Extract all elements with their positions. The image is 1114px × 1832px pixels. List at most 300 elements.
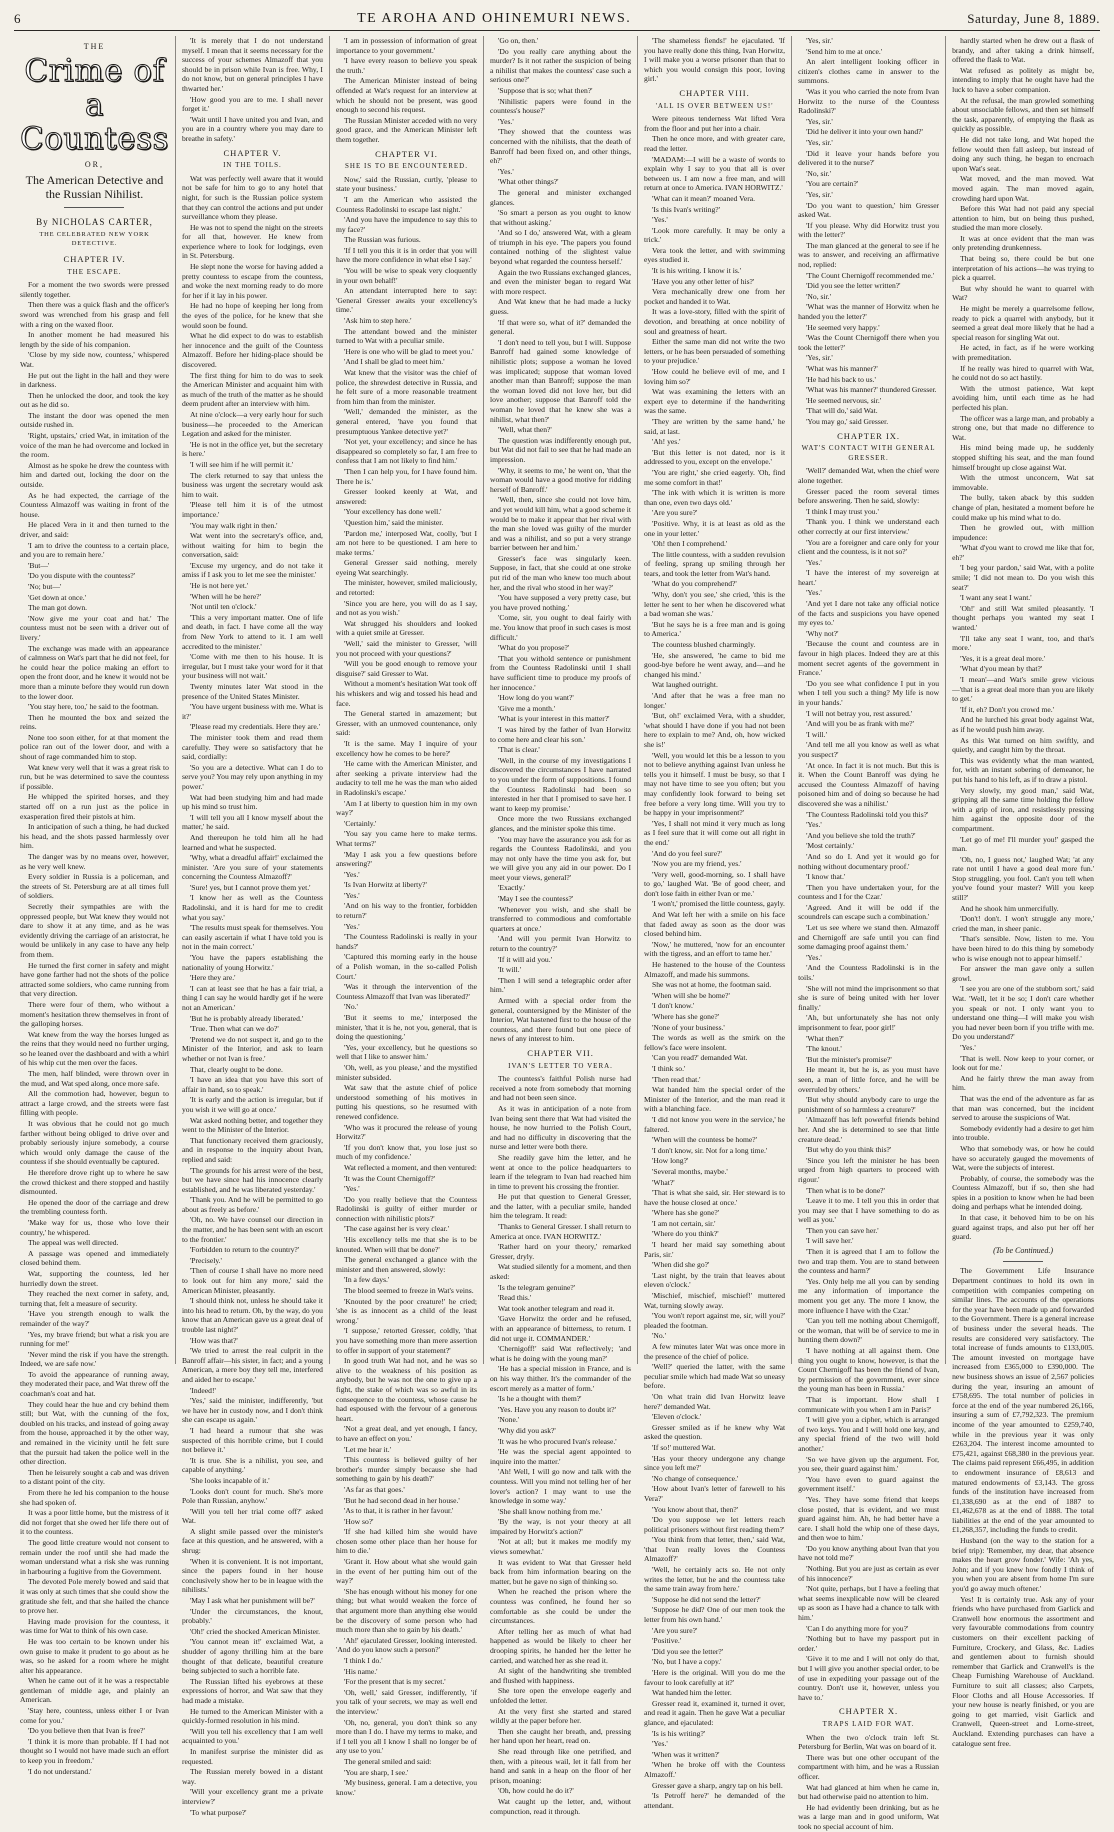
paragraph: 'Whenever you wish, and she shall be transferred to commodious and comfortable quarters at once.' <box>490 904 632 933</box>
paragraph: The question was indifferently enough put, but Wat did not fail to see that he had made an impression. <box>490 435 632 464</box>
paragraph: 'Let us see where we stand then. Almazoff and Chernigoff are safe until you can find some damaging proof against them.' <box>798 923 940 952</box>
paragraph: 'He seemed very happy.' <box>806 322 880 332</box>
paragraph: 'You are certain?' <box>806 179 859 189</box>
paragraph: 'Several months, maybe.' <box>652 1166 728 1176</box>
paragraph: 'The grounds for his arrest were of the best, but we have since had his innocence clearly established, and he was liberated yesterday.' <box>181 1165 323 1194</box>
paragraph: Having made provision for the countess, it was time for Wat to think of his own case. <box>20 1616 169 1636</box>
chapter-heading: CHAPTER VII. <box>527 1047 594 1058</box>
paragraph: 'Why, what a dreadful affair!' exclaimed the minister. 'Are you sure of your statements concerning the Countess Almazoff?' <box>181 853 323 882</box>
paragraph: Wat had been studying him and had made up his mind so trust him. <box>181 792 323 812</box>
paragraph: The men, half blinded, were thrown over in the mud, and Wat sped along, once more safe. <box>20 1069 169 1088</box>
paragraph: 'Here they are.' <box>189 973 236 983</box>
paragraph: 'Very well, good-morning, so. I shall have to go,' laughed Wat. 'Be of good cheer, and don't lose faith in either Ivan or me.' <box>644 869 786 898</box>
paragraph: 'I am the American who assisted the Countess Radolinski to escape last night.' <box>335 194 477 214</box>
paragraph: 'Are you sure?' <box>652 1625 698 1635</box>
paragraph: 'Yes.' <box>652 1739 668 1749</box>
paragraph: 'Stay here, countess, unless either I or Ivan come for you.' <box>20 1706 169 1725</box>
paragraph: 'Here is the original. Will you do me the favour to look carefully at it?' <box>644 1668 786 1687</box>
paragraph: He turned the first corner in safety and might have gone farther had not the shots of the police attracted some soldiers, who came running from that very direction. <box>20 960 169 999</box>
paragraph: 'I think it is more than probable. If I had not thought so I would not have made such an effort to keep you in freedom.' <box>20 1736 169 1766</box>
paragraph: He was too certain to be known under his own guise to make it prudent to go about as he was, so he asked for a room where he might alter his appearance. <box>20 1636 169 1675</box>
paragraph: The man got down. <box>28 603 88 613</box>
column-text <box>952 36 1094 1242</box>
paragraph: 'I think I may trust you.' <box>806 506 879 516</box>
paragraph: An attendant interrupted here to say: 'General Gresser awaits your excellency's time.' <box>335 286 477 315</box>
paragraph: In anticipation of such a thing, he had ducked his head, and the shots passed harmlessly over him. <box>20 822 169 851</box>
paragraph: 'If you please. Why did Horwitz trust you with the letter?' <box>798 220 940 240</box>
paragraph: 'He had his back to us.' <box>806 374 876 384</box>
paragraph: 'I will give you a cipher, which is arranged of two keys. You and I will hold one key, and any special friend of the two will hold another.' <box>798 1415 940 1453</box>
paragraph: 'Because the count and countess are in favour in high places. Indeed they are at this moment secret agents of the government in France.' <box>798 639 940 678</box>
paragraph: 'Yes.' <box>960 1042 976 1052</box>
paragraph: The bully, taken aback by this sudden change of plan, hesitated a moment before he could make up his mind what to do. <box>952 493 1094 522</box>
paragraph: Then he mounted the box and seized the reins. <box>20 712 169 732</box>
paragraph: The words as well as the smirk on the fellow's face were insolent. <box>644 1033 786 1052</box>
story-author: By NICHOLAS CARTER, <box>36 217 153 228</box>
paragraph: 'But—' <box>28 560 50 570</box>
paragraph: 'Excuse my urgency, and do not take it amiss if I ask you to let me see the minister.' <box>181 560 323 580</box>
paragraph: 'Ah! Well, I will go now and talk with the countess. Will you mind not telling her of her lover's action? I may want to use the knowledge in some way.' <box>490 1467 632 1506</box>
paragraph: 'Chernigoff!' said Wat reflectively; 'and what is he doing with the young man?' <box>490 1344 632 1363</box>
paragraph: 'Well, he certainly acts so. He not only writes the letter, but he and the countess take the same train away from here.' <box>644 1565 786 1594</box>
paragraph: 'To what purpose?' <box>189 1807 247 1817</box>
paragraph: Wat knew from the way the horses lunged as the reins that they would need no further urging, so he leaned over the dashboard and with a whirl of his whip cut the men over the faces. <box>20 1029 169 1068</box>
story-or: OR, <box>84 159 105 169</box>
paragraph: 'Oh!' cried the shocked American Minister. <box>189 1626 321 1636</box>
chapter-heading: CHAPTER X. <box>839 1706 899 1717</box>
paragraph: 'Am I at liberty to question him in my own way?' <box>335 798 477 818</box>
paragraph: 'Go on, then.' <box>498 36 539 45</box>
paragraph: 'What then?' <box>806 1033 844 1043</box>
paragraph: 'I see you are one of the stubborn sort,' said Wat. 'Well, let it be so; I don't care whether you speak or not. I only want you to understand one thing—I will make you wish you had never been born if you trifle with me. Do you understand?' <box>952 984 1094 1042</box>
paragraph: 'Oh, how could he do it?' <box>498 1786 574 1796</box>
paragraph: 'I have an idea that you have this sort of affair in hand, so to speak.' <box>181 1075 323 1094</box>
paragraph: 'What can it mean?' moaned Vera. <box>652 193 755 203</box>
paragraph: Wat had glanced at him when he came in, but had otherwise paid no attention to him. <box>798 1782 940 1802</box>
paragraph: 'He was the special agent appointed to inquire into the matter.' <box>490 1447 632 1466</box>
paragraph: 'Close by my side now, countess,' whispered Wat. <box>20 350 169 369</box>
paragraph: Wat reflected a moment, and then ventured: <box>343 1162 477 1172</box>
paragraph: 'He, she answered, 'he came to bid me good-bye before he went away, and—and he changed his mind.' <box>644 650 786 679</box>
paragraph: 'The results must speak for themselves. You can easily ascertain if what I have told you is not in the main correct.' <box>181 923 323 952</box>
paragraph: If he really was hired to quarrel with Wat, he could not do so act hastily. <box>952 363 1094 383</box>
paragraph: 'May I ask what her punishment will be?' <box>189 1596 315 1606</box>
paragraph: He acted, in fact, as if he were working with premeditation. <box>952 343 1094 362</box>
paragraph: The officer was a large man, and probably a strong one, but that made no difference to Wat. <box>952 413 1094 442</box>
paragraph: 'He has a special mission in France, and is on his way thither. It's the commander of the escort merely as a matter of form.' <box>490 1364 632 1393</box>
paragraph: The good little creature would not consent to remain under the roof until she had made the woman understand what a risk she was running in harbouring a fugitive from the Government. <box>20 1537 169 1576</box>
page-number: 6 <box>14 11 21 26</box>
paragraph: Wat moved, and the man moved. Wat moved again. The man moved again, crowding hard upon Wat. <box>952 174 1094 203</box>
paragraph: 'Yes, your excellency, but he questions so well that I like to answer him.' <box>335 1042 477 1062</box>
paragraph: 'You cannot mean it!' exclaimed Wat, a shudder of agony thrilling him at the bare thought of that delicate, beautiful creature being subjected to such a horrible fate. <box>181 1637 323 1676</box>
paragraph: 'I am in possession of information of great importance to your government.' <box>335 36 477 55</box>
paragraph: 'Will you tell his excellency that I am well acquainted to you.' <box>181 1726 323 1746</box>
paragraph: From there he led his companion to the house she had spoken of. <box>20 1488 169 1507</box>
paragraph: His mind being made up, he suddenly stopped shifting his seat, and the man found himself brought up close against Wat. <box>952 443 1094 472</box>
paragraph: 'I am to drive the countess to a certain place, and you are to remain here.' <box>20 540 169 560</box>
paragraph: The attendant bowed and the minister turned to Wat with a peculiar smile. <box>335 326 477 346</box>
paragraph: Wat went into the secretary's office, and, without waiting for him to begin the conversation, said: <box>181 531 323 560</box>
paragraph: 'Yes.' <box>652 215 668 225</box>
paragraph: 'He is not here yet.' <box>189 581 249 591</box>
paragraph: 'Pardon me,' interposed Wat, coolly, 'but I am not here to be questioned. I am here to make terms.' <box>335 528 477 557</box>
paragraph: 'Do you see what confidence I put in you when I tell you such a thing? My life is now in your hands.' <box>798 678 940 707</box>
paragraph: 'I can at least see that he has a fair trial, a thing I can say he would hardly get if he were not an American.' <box>181 983 323 1012</box>
paragraph: 'That is clear.' <box>498 745 540 755</box>
paragraph: 'He is not in the office yet, but the secretary is here.' <box>181 439 323 459</box>
paragraph: 'Have you any other letter of his?' <box>652 276 755 286</box>
paragraph: 'When did she go?' <box>652 1260 710 1270</box>
paragraph: 'Is the telegram genuine?' <box>498 1282 576 1292</box>
paragraph: 'Question him,' said the minister. <box>343 517 444 527</box>
paragraph: 'Was it through the intervention of the Countess Almazoff that Ivan was liberated?' <box>335 982 477 1001</box>
paragraph: 'His name.' <box>343 1666 378 1676</box>
column-7 <box>946 36 1100 1748</box>
paragraph: The general smiled and said: <box>343 1756 432 1766</box>
paragraph: Wat knew very well that it was a great risk to run, but he was determined to save the countess if possible. <box>20 762 169 791</box>
paragraph: 'Yes.' <box>498 166 514 176</box>
paragraph: And thereupon he told him all he had learned and what he suspected. <box>181 832 323 852</box>
paragraph: 'Will you be good enough to remove your disguise?' said Gresser to Wat. <box>335 659 477 678</box>
paragraph: hardly started when he drew out a flask of brandy, and after taking a drink himself, offered the flask to Wat. <box>952 36 1094 65</box>
paragraph: 'Give me a month.' <box>498 703 556 713</box>
paragraph: 'Now,' he muttered, 'now for an encounter with the tigress, and an effort to tame her.' <box>644 939 786 959</box>
paragraph: 'You are a foreigner and care only for your client and the countess, is it not so?' <box>798 537 940 557</box>
paragraph: 'Forbidden to return to the country?' <box>189 1245 300 1255</box>
to-be-continued: (To be Continued.) <box>993 1245 1053 1255</box>
paragraph: 'But it seems to me,' interposed the minister, 'that it is he, not you, general, that is doing the questioning.' <box>335 1013 477 1042</box>
paragraph: 'Yes.' <box>343 869 360 879</box>
paragraph: There was but one other occupant of the compartment with him, and he was a Russian officer. <box>798 1752 940 1781</box>
paragraph: The clerk returned to say that unless the business was urgent the secretary would ask him to wait. <box>181 470 323 499</box>
paragraph: 'You may walk right in then.' <box>189 520 278 530</box>
paragraph: 'By the way, is not your theory at all impaired by Horwitz's action?' <box>490 1517 632 1536</box>
paragraph: When the two o'clock train left St. Petersburg for Berlin, Wat was on board of it. <box>798 1732 940 1752</box>
paragraph: 'What d'you want to crowd me like that for, eh?' <box>952 543 1094 562</box>
paragraph: 'And on his way to the frontier, forbidden to return?' <box>335 901 477 921</box>
paragraph: Were piteous tenderness Wat lifted Vera from the floor and put her into a chair. <box>644 114 786 133</box>
paragraph: This was evidently what the man wanted, for, with an instant sobering of demeanor, he put his hand to his left, as if to draw a pistol. <box>952 755 1094 784</box>
paragraph: That, clearly ought to be done. <box>189 1064 283 1074</box>
paragraph: 'Then you have undertaken your, for the countess and I for the Czar.' <box>798 882 940 902</box>
paragraph: 'Yes.' <box>806 557 822 567</box>
paragraph: 'Give it to me and I will not only do that, but I will give you another special order, to be of use in expediting your passage out of the country. Don't use it, however, unless you have to.' <box>798 1654 940 1702</box>
paragraph: 'Your excellency has done well.' <box>343 507 442 517</box>
paragraph: Then he unlocked the door, and took the key out as he did so. <box>20 390 169 410</box>
paragraph: 'I had heard a rumour that she was suspected of this horrible crime, but I could not believe it.' <box>181 1425 323 1455</box>
paragraph: Wat took another telegram and read it. <box>498 1303 615 1313</box>
paragraph: 'If she had killed him she would have chosen some other place than her house for him to die.' <box>335 1527 477 1556</box>
paragraph: 'Wait until I have united you and Ivan, and you are in a country where you may dare to breathe in safety.' <box>181 114 323 143</box>
paragraph: At nine o'clock—a very early hour for such business—he proceeded to the American Legation and asked for the minister. <box>181 409 323 439</box>
paragraph: 'Yes, sir.' <box>806 189 833 199</box>
paragraph: 'Let go of me! I'll murder you!' gasped the man. <box>952 834 1094 854</box>
paragraph: 'As far as that goes.' <box>343 1484 405 1494</box>
chapter-subheading: THE ESCAPE. <box>67 267 122 276</box>
paragraph: Wat knew that the visitor was the chief of police, the shrewdest detective in Russia, and he felt sure of a more reasonable treatment from him than from the minister. <box>335 368 477 406</box>
column-text <box>336 36 477 1797</box>
paragraph: 'Well?' queried the latter, with the same peculiar smile which had made Wat so uneasy before. <box>644 1362 786 1391</box>
paragraph: 'Ask him to step here.' <box>343 316 412 326</box>
paragraph: 'If so!' muttered Wat. <box>652 1442 716 1452</box>
story-subtitle: The American Detective and the Russian Nihilist. <box>25 173 164 202</box>
paragraph: 'Well,' said the minister to Gresser, 'will you not proceed with your questions?' <box>335 639 477 658</box>
paragraph: 'Can you tell me nothing about Chernigoff, or the woman, that will be of service to me in hunting them down?' <box>798 1316 940 1345</box>
paragraph: 'You think from that letter, then,' said Wat, 'that Ivan really loves the Countess Almazoff?' <box>644 1535 786 1564</box>
paragraph: He put out the light in the hall and they were in darkness. <box>20 370 169 390</box>
paragraph: 'Do you really care anything about the murder? Is it not rather the suspicion of being a nihilist that makes the countess' case such a serious one?' <box>490 46 632 85</box>
paragraph: Before this Wat had not paid any special attention to him, but on being thus pushed, studied the man more closely. <box>952 204 1094 233</box>
chapter-heading: CHAPTER VI. <box>375 148 438 159</box>
paragraph: Now,' said the Russian, curtly, 'please to state your business.' <box>335 174 477 194</box>
paragraph: 'Was the Count Chernigoff there when you took the letter?' <box>798 333 940 352</box>
paragraph: 'In a few days.' <box>343 1275 390 1285</box>
paragraph: 'What d'you mean by that?' <box>960 664 1043 674</box>
paragraph: 'I heard her maid say something about Paris, sir.' <box>644 1240 786 1259</box>
paragraph: 'Yes. Have you any reason to doubt it?' <box>498 1404 616 1414</box>
paragraph: 'The Count Chernigoff recommended me.' <box>806 270 935 280</box>
paragraph: 'Has your theory undergone any change since you left me?' <box>644 1453 786 1473</box>
paragraph: 'And the Countess Radolinski is in the toils.' <box>798 963 940 983</box>
paragraph: 'I will see him if he will permit it.' <box>189 459 294 469</box>
paragraph: 'For the present that is my secret.' <box>343 1677 446 1687</box>
paragraph: 'That will do,' said Wat. <box>806 406 878 416</box>
paragraph: 'I have the interest of my sovereign at heart.' <box>798 568 940 587</box>
paragraph: 'Well?' demanded Wat, when the chief were alone together. <box>798 466 940 485</box>
paragraph: Once more the two Russians exchanged glances, and the minister spoke this time. <box>490 814 632 833</box>
paragraph: At sight of the handwriting she trembled and flushed with happiness. <box>490 1666 632 1685</box>
paragraph: Somebody evidently had a desire to get him into trouble. <box>952 1123 1094 1143</box>
paragraph: 'How good you are to me. I shall never forget it.' <box>181 94 323 114</box>
paragraph: The blood seemed to freeze in Wat's veins. <box>343 1286 474 1296</box>
story-title: Crime of a Countess <box>20 52 169 157</box>
paragraph: 'Is this Ivan's writing?' <box>652 204 721 214</box>
paragraph: 'Yes. Only help me all you can by sending me any information of importance the moment you get any. The more I know, the more influence I have with the Czar.' <box>798 1276 940 1315</box>
paragraph: 'If you don't know that, you lose just so much of my confidence.' <box>335 1142 477 1162</box>
paragraph: The countess blushed charmingly. <box>652 640 756 650</box>
paragraph: The Russian Minister acceded with no very good grace, and the American Minister left them together. <box>335 115 477 144</box>
paragraph: In good truth Wat had not, and he was so alive to the weakness of his position as anybody, but he was not the one to give up a fight, the stake of which was so awful in its consequence to the countess, whose cause he had espoused with the fervour of a generous heart. <box>335 1356 477 1423</box>
paragraph: 'So we have given up the argument. For, you see, their guard against him.' <box>798 1454 940 1474</box>
paragraph: 'I'll take any seat I want, too, and that's more.' <box>952 633 1094 653</box>
paragraph: 'If that were so, what of it?' demanded the general. <box>490 317 632 337</box>
paragraph: 'Do you really believe that the Countess Radolinski is guilty of either murder or connection with nihilistic plots?' <box>335 1194 477 1223</box>
paragraph: 'Since you left the minister he has been urged from high quarters to proceed with rigour.' <box>798 1155 940 1184</box>
paragraph: When he came out of it he was a respectable gentleman of middle age, and plainly an American. <box>20 1676 169 1705</box>
paragraph: He placed Vera in it and then turned to the driver, and said: <box>20 520 169 539</box>
paragraph: 'But he had second dead in her house.' <box>343 1495 460 1505</box>
paragraph: 'Leave it to me. I tell you this in order that you may see that I have something to do as well as you.' <box>798 1196 940 1225</box>
paragraph: 'Do you believe then that Ivan is free?' <box>28 1726 145 1736</box>
paragraph: 'That is important. How shall I communicate with you when I am in Paris?' <box>798 1394 940 1414</box>
advert-paragraph: Yes! It is certainly true. Ask any of your friends who have purchased from Garlick and Cranwell how enormous the assortment and very favourable commodations from country customers on their excellent packing of Furniture, Crockery, and Glass, &c. Ladies and gentlemen about to furnish should remember that Garlick and Cranwell's is the Cheap Furnishing Warehouse of Auckland. Furniture to suit all classes; also Carpets, Floor Cloths and all House Accessories. If your new house is nearly finished, or you are going to get married, visit Garlick and Cranwell, Queen-street and Lorne-street, Auckland. Extending purchases can have a catalogue sent free. <box>952 1594 1094 1748</box>
paragraph: To avoid the appearance of running away, they moderated their pace, and Wat threw off the coachman's coat and hat. <box>20 1369 169 1399</box>
paragraph: Wat studied silently for a moment, and then asked: <box>490 1262 632 1282</box>
paragraph: He whipped the spirited horses, and they started off on a run just as the police in exasperation fired their pistols at him. <box>20 792 169 821</box>
paragraph: 'Was it you who carried the note from Ivan Horwitz to the nurse of the Countess Radolinski?' <box>798 86 940 116</box>
paragraph: 'Suppose he did? One of our men took the letter from his own hand.' <box>644 1605 786 1625</box>
paragraph: 'Oh!' and still Wat smiled pleasantly. 'I thought perhaps you wanted my seat I wanted.' <box>952 603 1094 633</box>
paragraph: 'Then read that.' <box>652 1074 701 1084</box>
paragraph: 'The Countess Radolinski is really in your hands?' <box>335 932 477 951</box>
paragraph: 'No.' <box>343 1002 358 1012</box>
paragraph: 'Since you are here, you will do as I say, and not as you wish.' <box>335 598 477 618</box>
paragraph: 'If it will aid you.' <box>498 954 552 964</box>
column-text <box>798 36 939 1832</box>
chapter-subheading: WAT'S CONTACT WITH GENERAL GRESSER. <box>801 444 936 462</box>
paragraph: As it was in anticipation of a note from Ivan being sent there that Wat had visited the house, he now hurried to the Polish Court, and had no difficulty in discovering that the nurse and letter were both there. <box>490 1103 632 1152</box>
paragraph: They reached the next corner in safety, and, turning that, felt a measure of security. <box>20 1289 169 1308</box>
paragraph: 'Gave Horwitz the order and he refused, with an appearance of bitterness, to return. I did not urge it. COMMANDER.' <box>490 1314 632 1343</box>
paragraph: At the very first she started and stared wildly at the paper before her. <box>490 1706 632 1726</box>
paragraph: After telling her as much of what had happened as would be likely to cheer her drooping spirits, he handed her the letter he carried, and watched her as she read it. <box>490 1626 632 1665</box>
paragraph: 'You have even to guard against the government itself.' <box>798 1474 940 1494</box>
paragraph: The countess's faithful Polish nurse had received a note from somebody that morning and had not been seen since. <box>490 1074 632 1103</box>
paragraph: 'May I see the countess?' <box>498 894 574 904</box>
paragraph: Either the same man did not write the two letters, or he has been persuaded of something to your prejudice.' <box>644 337 786 366</box>
issue-date: Saturday, June 8, 1889. <box>967 11 1100 26</box>
paragraph: Armed with a special order from the general, countersigned by the Minister of the Interior, Wat hastened first to the house of the countess, and there found but one piece of news of any interest to him. <box>490 996 632 1044</box>
paragraph: 'Oh, well,' said Gresser, indifferently, 'if you talk of your secrets, we may as well end the interview.' <box>335 1687 477 1716</box>
paragraph: The Russian lifted his eyebrows at these expressions of horror, and Wat saw that they had made a mistake. <box>181 1676 323 1705</box>
paragraph: 'My business, general. I am a detective, you know.' <box>335 1778 477 1797</box>
paragraph: 'MADAM:—I will be a waste of words to explain why I say to you that all is over between us. I am now a free man, and will return at once to America. IVAN HORWITZ.' <box>644 154 786 193</box>
paragraph: Almost as he spoke he drew the countess with him and darted out, locking the door on the outside. <box>20 460 169 490</box>
chapter-subheading: TRAPS LAID FOR WAT. <box>822 1719 915 1728</box>
paragraph: 'His excellency tells me that she is to be knouted. When will that be done?' <box>335 1235 477 1254</box>
paragraph: Wat asked nothing better, and together they went to the Minister of the Interior. <box>181 1115 323 1135</box>
paragraph: 'I did not know you were in the service,' he faltered. <box>644 1114 786 1134</box>
paragraph: 'That you withold sentence or punishment from the Countess Radolinski until I shall have sufficient time to produce my proofs of her innocence.' <box>490 653 632 692</box>
story-author-title: THE CELEBRATED NEW YORK DETECTIVE. <box>39 230 150 248</box>
paragraph: The devoted Pole merely bowed and said that it was only at such times that she could show the gratitude she felt, and that she hailed the chance to prove her. <box>20 1577 169 1616</box>
paragraph: Wat laughed outright. <box>652 680 718 690</box>
paragraph: 'Oh, no, I guess not,' laughed Wat; 'at any rate not until I have a good deal more fun.' Stop struggling, you fool. Can't you tell when you've found your master? Will you keep still?' <box>952 854 1094 903</box>
paragraph: Wat saw that the astute chief of police understood something of his motives in putting his questions, so he resumed with renewed confidence. <box>335 1083 477 1121</box>
paragraph: 'Who was it procured the release of young Horwitz?' <box>335 1122 477 1142</box>
paragraph: 'You are right,' she cried eagerly. 'Oh, find me some comfort in that!' <box>644 467 786 487</box>
paragraph: He had no hope of keeping her long from the eyes of the police, for he knew that she would soon be found. <box>181 301 323 330</box>
paragraph: He had evidently been drinking, but as he was a large man and in good uniform, Wat took no special account of him. <box>798 1802 940 1831</box>
paragraph: And Wat left her with a smile on his face that faded away as soon as the door was closed behind him. <box>644 910 786 939</box>
paragraph: 'This countess is believed guilty of her brother's murder simply because she had something to gain by his death?' <box>335 1455 477 1484</box>
paragraph: 'But, oh!' exclaimed Vera, with a shudder, 'what should I have done if you had not been here to explain to me? And, oh, how wicked she is!' <box>644 711 786 749</box>
paragraph: 'That's sensible. Now, listen to me. You have been hired to do this thing by somebody who is wise enough not to appear himself.' <box>952 934 1094 963</box>
paragraph: 'Do you suppose we let letters reach political prisoners without first reading them?' <box>644 1515 786 1534</box>
paragraph: 'Yes.' <box>806 820 822 830</box>
paragraph: 'Here is one who will be glad to meet you.' <box>343 346 474 356</box>
paragraph: 'And you believe she told the truth?' <box>806 830 916 840</box>
paragraph: 'Yes.' <box>343 1184 360 1194</box>
paragraph: 'And will you be as frank with me?' <box>806 719 915 729</box>
paragraph: 'I want any seat I want.' <box>960 593 1032 603</box>
column-3 <box>330 36 484 1797</box>
paragraph: 'No.' <box>652 1331 666 1341</box>
paragraph: 'I was hired by the father of Ivan Horwitz to come here and clear his son.' <box>490 724 632 744</box>
paragraph: 'Yes, I shall not mind it very much as long as I feel sure that it will come out all right in the end.' <box>644 818 786 847</box>
paragraph: The minister took them and read them carefully. They were so satisfactory that he said, cordially: <box>181 732 323 762</box>
paragraph: 'The Countess Radolinski told you this?' <box>806 809 929 819</box>
column-text <box>182 36 323 1817</box>
paragraph: 'No change of consequence.' <box>652 1473 739 1483</box>
column-text <box>20 280 169 1776</box>
paragraph: 'It is the same. May I inquire of your excellency how he comes to be here?' <box>335 738 477 758</box>
paragraph: 'Under the circumstances, the knout, probably.' <box>181 1606 323 1626</box>
paragraph: 'Nihilistic papers were found in the countess's house?' <box>490 96 632 116</box>
paragraph: The general exchanged a glance with the minister and then answered, slowly: <box>335 1255 477 1274</box>
paragraph: The instant the door was opened the men outside rushed in. <box>20 410 169 430</box>
paragraph: 'Yes, sir.' <box>806 137 833 147</box>
paragraph: 'When will she be home?' <box>652 990 730 1000</box>
paragraph: A slight smile passed over the minister's face at this question, and he answered, with a shrug: <box>181 1526 323 1556</box>
paragraph: The appeal was well directed. <box>28 1238 119 1248</box>
paragraph: Every soldier in Russia is a policeman, and the streets of St. Petersburg are at all times full of soldiers. <box>20 872 169 901</box>
paragraph: 'Yes.' <box>343 890 360 900</box>
paragraph: 'You may have the assurance you ask for as regards the Countess Radolinski, and you may not only have the time you ask for, but we will give you any aid in our power. Do I meet your views, general?' <box>490 834 632 882</box>
paragraph: 'He came with the American Minister, and after seeking a private interview had the audacity to tell me he was the man who aided in Radolinski's escape.' <box>335 759 477 797</box>
paragraph: 'Eleven o'clock.' <box>652 1412 702 1422</box>
paragraph: 'Indeed!' <box>189 1385 216 1395</box>
paragraph: 'And do you feel sure?' <box>652 848 722 858</box>
paragraph: 'It was he who procured Ivan's release.' <box>498 1436 617 1446</box>
paragraph: And he fairly threw the man away from him. <box>952 1073 1094 1093</box>
paragraph: She read through like one petrified, and then, with a piteous wail, let it fall from her hand and sank in a heap on the floor of her prison, moaning: <box>490 1746 632 1785</box>
paragraph: 'The ink with which it is written is more than one, even two days old.' <box>644 488 786 507</box>
paragraph: As he had expected, the carriage of the Countess Almazoff was waiting in front of the house. <box>20 490 169 519</box>
paragraph: 'Did you see the letter written?' <box>806 281 901 291</box>
paragraph: 'As to that, it is rather in her favour.' <box>343 1506 454 1516</box>
paragraph: 'Will you tell her trial come off?' asked Wat. <box>181 1506 323 1526</box>
paragraph: 'No, sir.' <box>806 291 831 301</box>
paragraph: 'I beg your pardon,' said Wat, with a polite smile; 'I did not mean to. Do you wish this seat?' <box>952 563 1094 592</box>
paragraph: 'So you are a detective. What can I do to serve you? You may rely upon anything in my power.' <box>181 762 323 791</box>
paragraph: He turned to the American Minister with a quickly-formed resolution in his mind. <box>181 1706 323 1726</box>
paragraph: All the commotion had, however, begun to attract a large crowd, and the streets were fast filling with people. <box>20 1089 169 1118</box>
paragraph: 'Not at all; but it makes me modify my views somewhat.' <box>490 1537 632 1557</box>
paragraph: 'Agreed. And it will be odd if the scoundrels can escape such a combination.' <box>798 902 940 922</box>
paragraph: 'How could he believe evil of me, and I loving him so?' <box>644 367 786 386</box>
paragraph: 'Well,' demanded the minister, as the general entered, 'have you found that presumptuous Yankee detective yet?' <box>335 407 477 436</box>
paragraph: It was a love-story, filled with the spirit of devotion, and breathing at once nobility of soul and greatness of heart. <box>644 307 786 336</box>
paragraph: The General started in amazement; but Gresser, with an unmoved countenance, only said: <box>335 709 477 738</box>
paragraph: 'You may go,' said Gresser. <box>806 416 889 426</box>
paragraph: It was evident to Wat that Gresser held back from him information bearing on the matter, but he gave no sign of thinking so. <box>490 1557 632 1586</box>
paragraph: 'Well, then, since she could not love him, and yet would kill him, what a good scheme it would be to make it appear that her rival with the man she loved was guilty of the murder and was a nihilist, and so put a very strange barrier between her and him.' <box>490 495 632 553</box>
paragraph: 'How was that?' <box>189 1335 238 1345</box>
column-5 <box>638 36 792 1810</box>
paragraph: 'You say you came here to make terms. What terms?' <box>335 829 477 848</box>
chapter-subheading: IVAN'S LETTER TO VERA. <box>508 1061 613 1070</box>
paragraph: 'May I ask you a few questions before answering?' <box>335 849 477 869</box>
paragraph: 'You will be wise to speak very cloquently in your own behalf!' <box>335 266 477 285</box>
paragraph: 'I know that.' <box>806 872 846 882</box>
paragraph: Without a moment's hesitation Wat took off his whiskers and wig and tossed his head and face. <box>335 679 477 708</box>
paragraph: 'When was it written?' <box>652 1749 720 1759</box>
paragraph: 'Captured this morning early in the house of a Polish woman, in the so-called Polish Court.' <box>335 952 477 981</box>
paragraph: 'Let me hear it.' <box>343 1444 391 1454</box>
paragraph: 'Did he deliver it into your own hand?' <box>806 127 923 137</box>
paragraph: It was obvious that he could not go much farther without being obliged to drive over and probably seriously injure somebody, a course which would only damage the cause of the countess if she should eventually be captured. <box>20 1119 169 1167</box>
paragraph: 'When will he be here?' <box>189 591 261 601</box>
paragraph: 'None of your business.' <box>652 1022 725 1032</box>
paragraph: 'What other things?' <box>498 177 559 187</box>
paragraph: 'How so?' <box>343 1516 374 1526</box>
paragraph: As this Wat turned on him swiftly, and quietly, and caught him by the throat. <box>952 735 1094 755</box>
paragraph: With the utmost unconcern, Wat sat immovable. <box>952 473 1094 492</box>
paragraph: 'Well, what then?' <box>498 425 552 435</box>
paragraph: 'I will save her.' <box>806 1236 854 1246</box>
